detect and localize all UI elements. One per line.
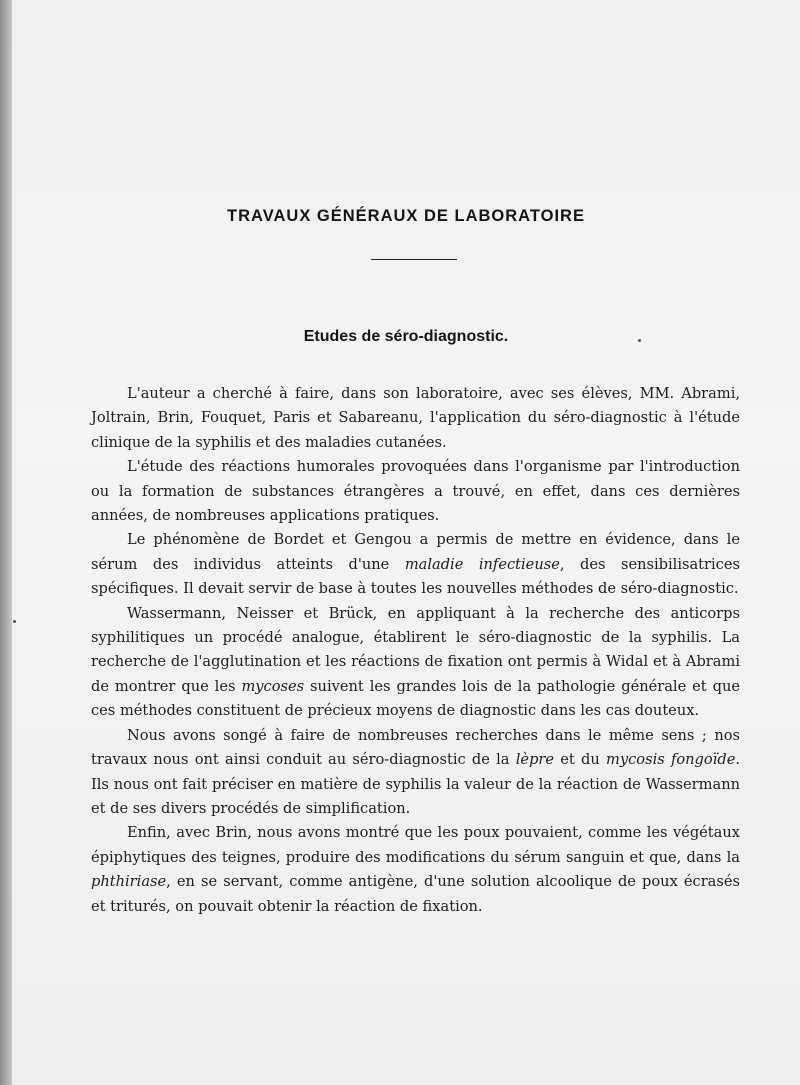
section-heading: TRAVAUX GÉNÉRAUX DE LABORATOIRE (227, 207, 585, 225)
text-run: , des sensibilisatrices spécifiques. Il devait servir de base à toutes les nouvelles méthodes de séro-diagnostic. (91, 555, 740, 598)
text-run: . Ils nous ont fait préciser en matière de syphilis la valeur de la réaction de Wassermann et de ses divers procédés de simplification. (91, 751, 740, 817)
paragraph (91, 528, 740, 601)
scan-speck (13, 620, 16, 623)
italic-term: lèpre (515, 751, 555, 769)
text-run: Le phénomène de Bordet et Gengou a permis de mettre en évidence, dans le sérum des individus atteints d'une (91, 531, 740, 573)
text-run: Nous avons songé à faire de nombreuses recherches dans le même sens ; nos travaux nous ont ainsi conduit au séro-diagnostic de la (91, 726, 740, 769)
italic-term: mycosis fongoïde (606, 751, 736, 769)
text-run: et du (554, 751, 607, 769)
paragraph (91, 602, 740, 724)
scan-page-edge (0, 0, 12, 1085)
italic-term: mycoses (241, 677, 305, 695)
subsection-title: Etudes de séro-diagnostic. (303, 328, 509, 345)
text-run: , en se servant, comme antigène, d'une solution alcoolique de poux écrasés et triturés, on pouvait obtenir la réaction de fixation. (91, 873, 740, 915)
text-run: L'étude des réactions humorales provoquées dans l'organisme par l'introduction ou la formation de substances étrangères a trouvé, en effet, dans ces dernières années, de nombreuses applications pratiques. (91, 458, 740, 525)
text-run: Wassermann, Neisser et Brück, en appliquant à la recherche des anticorps syphilitiques un procédé analogue, établirent le séro-diagnostic de la syphilis. La recherche de l'agglutination et les réactions de fixation ont permis à Widal et à Abrami de montrer que les (91, 604, 740, 695)
text-run: L'auteur a cherché à faire, dans son laboratoire, avec ses élèves, MM. Abrami, Joltrain, Brin, Fouquet, Paris et Sabareanu, l'application du séro-diagnostic à l'étude clinique de la syphilis et des maladies cutanées. (91, 385, 740, 451)
italic-term: phthiriase (91, 873, 167, 891)
paragraph (91, 382, 740, 455)
scan-speck (638, 339, 641, 342)
text-run: suivent les grandes lois de la pathologie générale et que ces méthodes constituent de précieux moyens de diagnostic dans les cas douteux. (91, 677, 741, 720)
italic-term: maladie infectieuse (404, 555, 560, 573)
paragraph (91, 455, 740, 528)
heading-divider (371, 259, 457, 260)
text-run: Enfin, avec Brin, nous avons montré que les poux pouvaient, comme les végétaux épiphytiques des teignes, produire des modifications du sérum sanguin et que, dans la (91, 824, 740, 866)
document-page (12, 0, 800, 1085)
paragraph (91, 821, 740, 919)
paragraph (91, 724, 740, 822)
body-text (91, 382, 740, 919)
